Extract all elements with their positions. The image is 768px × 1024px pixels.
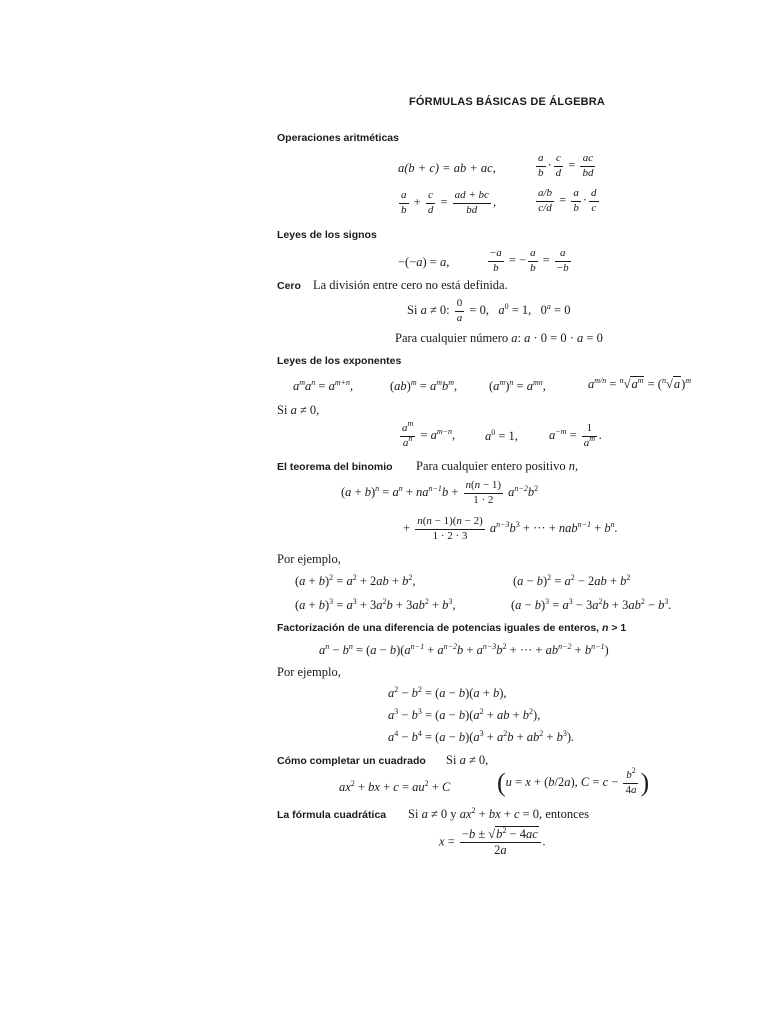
section-heading-arithmetic: Operaciones aritméticas xyxy=(277,132,399,144)
formula-diff-fourth: $a^4 - b^4 = (a - b)(a^3 + a^2b + ab^2 + b^3)$. xyxy=(388,729,575,744)
formula-square-sum: $(a + b)^2 = a^2 + 2ab + b^2$, xyxy=(295,573,416,588)
formula-power-difference: $a^n - b^n = (a - b)(a^{n-1} + a^{n-2}b + a^{n-3}b^2$ + ··· + $ab^{n-2} + b^{n-1}$) xyxy=(319,642,609,657)
formula-binomial-line1: $(a + b)^n = a^n + na^{n-1}b$ + $\frac{n(n - 1)}{1 \cdot 2}$ $a^{n-2}b^2$ xyxy=(341,479,539,506)
section-heading-exponents: Leyes de los exponentes xyxy=(277,355,402,367)
formula-binomial-line2: + $\frac{n(n - 1)(n - 2)}{1 \cdot 2 \cdot 3}$ $a^{n-3}b^3$ + ··· + $nab^{n-1} + b^n$. xyxy=(403,515,618,542)
formula-cube-sum: $(a + b)^3 = a^3 + 3a^2b + 3ab^2 + b^3$, xyxy=(295,597,456,612)
formula-negative-fraction: $\frac{-a}{b}$ = − $\frac{a}{b}$ = $\frac{a}{-b}$ xyxy=(490,247,569,274)
formula-zero-product: Para cualquier número a: a · 0 = 0 · a = 0 xyxy=(395,331,603,345)
binomial-example-label: Por ejemplo, xyxy=(277,552,341,566)
formula-exp-quotient: $\frac{a^m}{a^n}$ = $a^{m-n}$, xyxy=(402,419,456,449)
formula-exp-power-power: $(a^m)^n = a^{mn}$, xyxy=(489,378,546,393)
formula-quadratic: x = $\frac{-b \pm √b^2 - 4ac}{2a}$ . xyxy=(439,826,546,858)
page-title: FÓRMULAS BÁSICAS DE ÁLGEBRA xyxy=(409,96,606,108)
formula-exp-zero: $a^0 = 1$, xyxy=(485,428,518,443)
formula-diff-cubes: $a^3 - b^3 = (a - b)(a^2$ + ab + $b^2$), xyxy=(388,707,541,722)
formula-exp-rational: $a^{m/n} = ^n√a^m = (^n√a)^m$ xyxy=(588,376,692,391)
formula-exp-negative: $a^{-m}$ = $\frac{1}{a^m}$ . xyxy=(549,422,603,449)
section-heading-binomial: El teorema del binomio xyxy=(277,461,393,473)
formula-complete-square-subst: (u = x + (b/2a), C = c − $\frac{b^2}{4a}$ ) xyxy=(497,766,650,798)
factor-example-label: Por ejemplo, xyxy=(277,665,341,679)
formula-cube-diff: $(a - b)^3 = a^3 - 3a^2b + 3ab^2 - b^3$. xyxy=(511,597,672,612)
section-heading-factorization: Factorización de una diferencia de potencias iguales de enteros, n > 1 xyxy=(277,622,627,634)
exponents-condition: Si a ≠ 0, xyxy=(277,403,320,417)
complete-square-condition: Si a ≠ 0, xyxy=(446,753,489,767)
formula-diff-squares: $a^2 - b^2 = (a - b)(a + b)$, xyxy=(388,685,507,700)
formula-fraction-division: $\frac{a/b}{c/d}$ = $\frac{a}{b}$ · $\frac{d}{c}$ xyxy=(538,187,597,214)
formula-exp-power-product: $(ab)^m = a^mb^m$, xyxy=(390,378,458,393)
quadratic-condition: Si a ≠ 0 y $ax^2$ + bx + c = 0, entonces xyxy=(408,806,590,821)
formula-square-diff: $(a - b)^2 = a^2 - 2ab + b^2$ xyxy=(513,573,631,588)
zero-note: La división entre cero no está definida. xyxy=(313,278,508,292)
binomial-intro: Para cualquier entero positivo n, xyxy=(416,459,579,473)
formula-exp-product: $a^ma^n = a^{m+n}$, xyxy=(293,378,354,393)
section-heading-complete-square: Cómo completar un cuadrado xyxy=(277,755,426,767)
section-heading-signs: Leyes de los signos xyxy=(277,229,377,241)
formula-double-negative: −(−a) = a, xyxy=(398,255,450,269)
formula-fraction-sum: $\frac{a}{b}$ + $\frac{c}{d}$ = $\frac{ad + bc}{bd}$ , xyxy=(401,189,497,216)
formula-complete-square: $ax^2$ + bx + $c = au^2 + C$ xyxy=(339,779,451,794)
formula-fraction-product: $\frac{a}{b}$ · $\frac{c}{d}$ = $\frac{ac}{bd}$ xyxy=(538,152,594,179)
formula-zero-rules: Si a ≠ 0: $\frac{0}{a}$ = 0, $a^0 = 1$, 0$^a$ = 0 xyxy=(407,297,571,324)
section-heading-quadratic: La fórmula cuadrática xyxy=(277,809,387,821)
formula-distributive: a(b + c) = ab + ac, xyxy=(398,161,496,175)
section-heading-zero: Cero xyxy=(277,280,301,292)
